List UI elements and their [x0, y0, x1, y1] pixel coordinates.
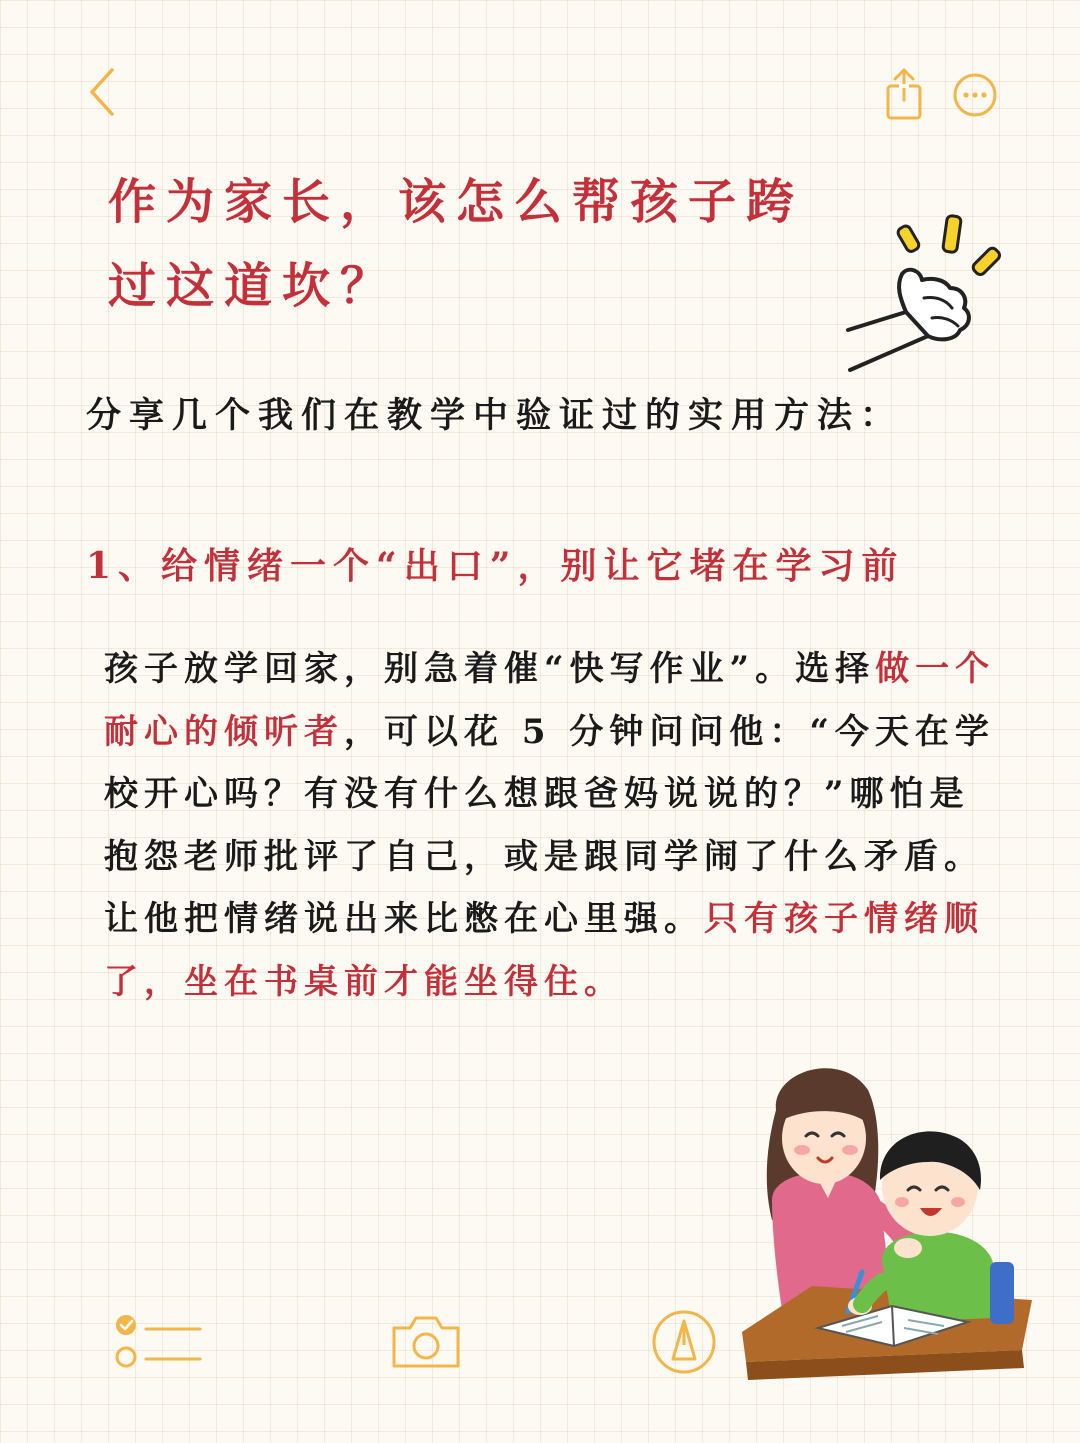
pen-markup-icon	[651, 1309, 717, 1375]
back-button[interactable]	[72, 62, 132, 122]
paragraph-text-1: 孩子放学回家，别急着催“快写作业”。选择	[104, 649, 876, 689]
camera-button[interactable]	[384, 1306, 468, 1376]
share-button[interactable]	[876, 64, 932, 124]
paragraph-highlight-1: 做一个耐心的倾听者	[104, 649, 996, 752]
title-line-2: 过这道坎？	[108, 258, 399, 314]
share-icon	[882, 66, 926, 122]
camera-icon	[388, 1312, 464, 1370]
more-button[interactable]	[950, 70, 1000, 120]
section-heading: 1、给情绪一个“出口”，别让它堵在学习前	[86, 545, 905, 587]
paragraph-highlight-2: 只有孩子情绪顺了，坐在书桌前才能坐得住。	[104, 899, 984, 1002]
mother-helping-child-study-illustration	[732, 1050, 1042, 1380]
markup-button[interactable]	[648, 1306, 720, 1378]
section-paragraph	[104, 638, 1004, 1013]
paragraph-text-2: ，可以花 5 分钟问问他：“今天在学校开心吗？有没有什么想跟爸妈说说的？”哪怕是抱怨老师批评了自己，或是跟同学闹了什么矛盾。让他把情绪说出来比憋在心里强。	[104, 711, 995, 939]
title-line-1: 作为家长，该怎么帮孩子跨	[108, 174, 805, 230]
chevron-left-icon	[82, 64, 122, 120]
page-title	[108, 160, 848, 328]
intro-subtitle: 分享几个我们在教学中验证过的实用方法：	[86, 395, 904, 436]
checklist-button[interactable]	[108, 1306, 208, 1376]
more-icon	[952, 72, 998, 118]
checklist-icon	[110, 1311, 206, 1371]
thumbs-up-illustration	[840, 208, 1010, 378]
